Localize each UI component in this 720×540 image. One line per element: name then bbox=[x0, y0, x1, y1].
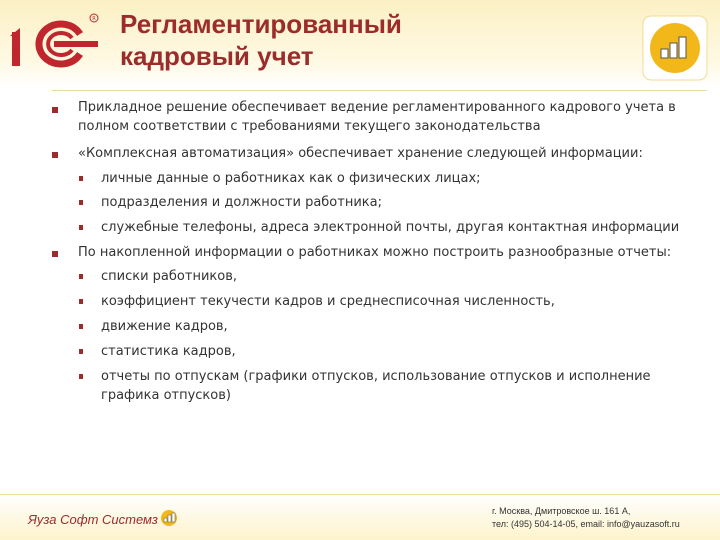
list-item: «Комплексная автоматизация» обеспечивает хранение следующей информации: bbox=[78, 146, 643, 161]
sub-list-item: статистика кадров, bbox=[101, 344, 236, 359]
footer-contacts bbox=[492, 505, 680, 531]
sub-bullet-marker bbox=[79, 374, 83, 379]
company-name: Яуза Софт Системз bbox=[28, 512, 158, 527]
sub-list-item: движение кадров, bbox=[101, 319, 228, 334]
list-item: По накопленной информации о работниках можно построить разнообразные отчеты: bbox=[78, 245, 672, 260]
registered-mark: R bbox=[92, 16, 96, 23]
1c-logo bbox=[10, 10, 102, 72]
list-item: Прикладное решение обеспечивает ведение регламентированного кадрового учета в полном соответствии с требованиями текущего законодательства bbox=[78, 100, 676, 134]
app-badge-icon bbox=[641, 14, 709, 82]
bullet-marker bbox=[52, 107, 58, 113]
title-line-1: Регламентированный bbox=[120, 9, 402, 39]
sub-list-item: подразделения и должности работника; bbox=[101, 195, 382, 210]
header-divider bbox=[52, 90, 707, 91]
sub-bullet-marker bbox=[79, 274, 83, 279]
sub-list-item: отчеты по отпускам (графики отпусков, использование отпусков и исполнение графика отпусков) bbox=[101, 369, 651, 403]
page-title bbox=[120, 8, 402, 72]
contact-text: тел: (495) 504-14-05, email: info@yauzasoft.ru bbox=[492, 519, 680, 529]
bullet-marker bbox=[52, 251, 58, 257]
sub-list-item: списки работников, bbox=[101, 269, 237, 284]
sub-bullet-marker bbox=[79, 324, 83, 329]
sub-bullet-marker bbox=[79, 349, 83, 354]
sub-bullet-marker bbox=[79, 299, 83, 304]
sub-list-item: личные данные о работниках как о физических лицах; bbox=[101, 171, 481, 186]
title-line-2: кадровый учет bbox=[120, 41, 314, 71]
bullet-marker bbox=[52, 152, 58, 158]
sub-list-item: служебные телефоны, адреса электронной почты, другая контактная информации bbox=[101, 220, 680, 235]
sub-bullet-marker bbox=[79, 225, 83, 230]
company-logo-icon bbox=[160, 509, 178, 527]
sub-bullet-marker bbox=[79, 200, 83, 205]
sub-bullet-marker bbox=[79, 176, 83, 181]
footer-divider bbox=[0, 494, 720, 495]
address-text: г. Москва, Дмитровское ш. 161 А, bbox=[492, 506, 631, 516]
sub-list-item: коэффициент текучести кадров и среднесписочная численность, bbox=[101, 294, 555, 309]
